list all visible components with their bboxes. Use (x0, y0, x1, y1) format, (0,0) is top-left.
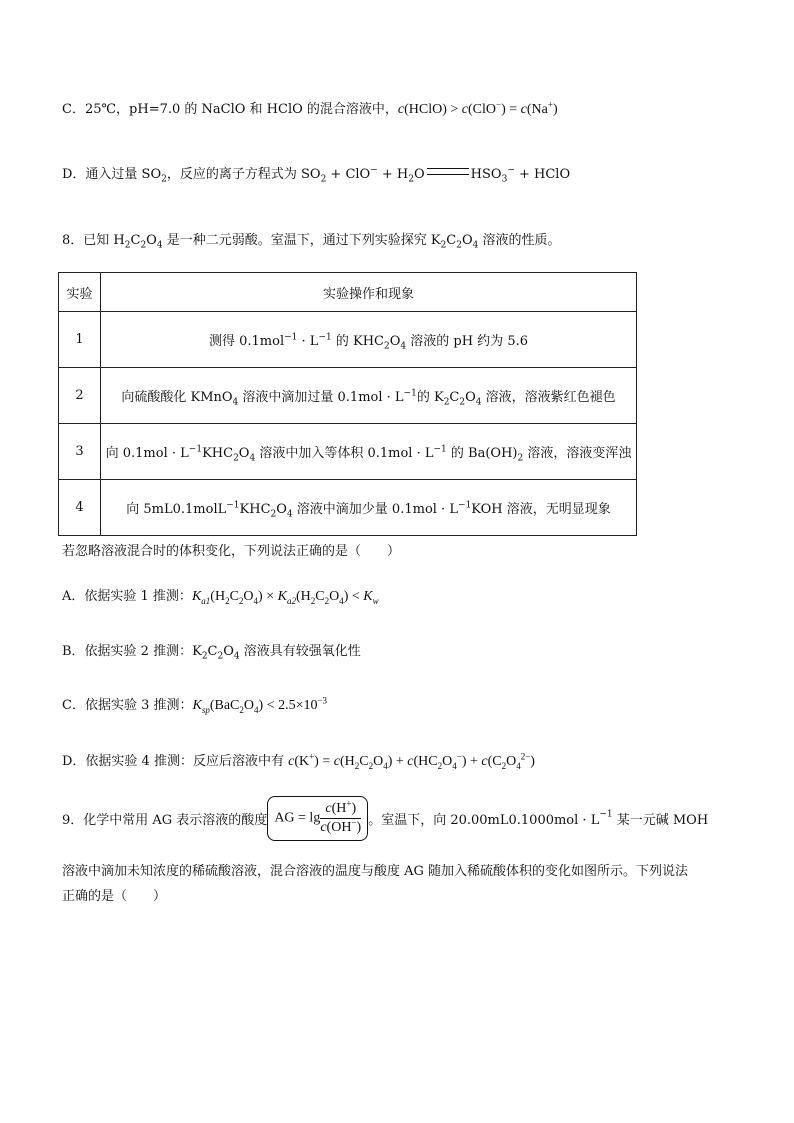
q9-stem-line3: 正确的是（ ） (62, 889, 167, 904)
q7-option-d-lead: D．通入过量 SO (62, 167, 162, 182)
row-content: 向硫酸酸化 KMnO$_4$ 溶液中滴加过量 $0.1mol \cdot L^{-1}$的 $K_2C_2O_4$ 溶液，溶液紫红色褪色 (101, 368, 637, 424)
table-header-row (59, 273, 637, 312)
table-row (59, 480, 637, 536)
header-operation: 实验操作和现象 (101, 273, 637, 312)
q8-option-d: D．依据实验 4 推测：反应后溶液中有 $c(K^+) = c(H_2C_2O_4) + c(HC_2O_4^-) + c(C_2O_4^{2-})$ (62, 751, 535, 771)
row-content: 测得 $0.1mol^{-1} \cdot L^{-1}$ 的 $KHC_2O_4$ 溶液的 pH 约为 5.6 (101, 312, 637, 368)
row-number: 4 (59, 480, 101, 536)
ag-fraction: $\frac{c(H^+)}{c(OH^-)}$ (320, 798, 362, 835)
q8-option-c: C．依据实验 3 推测：$K_{sp}(BaC_2O_4) < 2.5\times 10^{-3}$ (62, 695, 328, 715)
row-number: 2 (59, 368, 101, 424)
equation-equals-sign (427, 168, 469, 175)
q8-option-a: A．依据实验 1 推测：$K_{a1}(H_2C_2O_4) \times K_{a2}(H_2C_2O_4) < K_w$ (62, 589, 379, 606)
q9-stem-line2: 溶液中滴加未知浓度的稀硫酸溶液，混合溶液的温度与酸度 AG 随加入稀硫酸体积的变化如图所示。下列说法 (62, 864, 689, 879)
row-number: 1 (59, 312, 101, 368)
q8-stem: 8．已知 $H_2C_2O_4$ 是一种二元弱酸。室温下，通过下列实验探究 $K_2C_2O_4$ 溶液的性质。 (62, 233, 561, 251)
q7-option-d: D．通入过量 $SO_2$，反应的离子方程式为 $SO_2 + ClO^- + H_2O$ $HSO_3^-$ + HClO (62, 165, 571, 185)
header-experiment: 实验 (59, 273, 101, 312)
row-number: 3 (59, 424, 101, 480)
q8-question: 若忽略溶液混合时的体积变化，下列说法正确的是（ ） (62, 544, 401, 559)
table-row (59, 312, 637, 368)
ag-formula-box: AG = lg $\frac{c(H^+)}{c(OH^-)}$ (267, 796, 368, 841)
q8-option-b: B．依据实验 2 推测：$K_2C_2O_4$ 溶液具有较强氧化性 (62, 644, 361, 662)
row-content: 向 $5mL0.1molL^{-1}KHC_2O_4$ 溶液中滴加少量 $0.1mol \cdot L^{-1}KOH$ 溶液，无明显现象 (101, 480, 637, 536)
experiment-table (58, 272, 637, 536)
q7-option-c (62, 98, 558, 118)
q7-option-c-text: C．25℃，pH=7.0 的 NaClO 和 HClO 的混合溶液中， (62, 102, 398, 117)
q9-stem-line1: 9．化学中常用 AG 表示溶液的酸度 AG = lg $\frac{c(H^+)}{c(OH^-)}$ 。室温下，向 $20.00mL0.1000mol \cdot L^{-1}$ 某一元碱 MOH (62, 796, 708, 841)
row-content: 向 $0.1mol \cdot L^{-1}KHC_2O_4$ 溶液中加入等体积 $0.1mol \cdot L^{-1}$ 的 $Ba(OH)_2$ 溶液，溶液变浑浊 (101, 424, 637, 480)
table-row (59, 368, 637, 424)
q7-option-c-formula: c(HClO) > c(ClO−) = c(Na+) (397, 99, 558, 117)
table-row (59, 424, 637, 480)
